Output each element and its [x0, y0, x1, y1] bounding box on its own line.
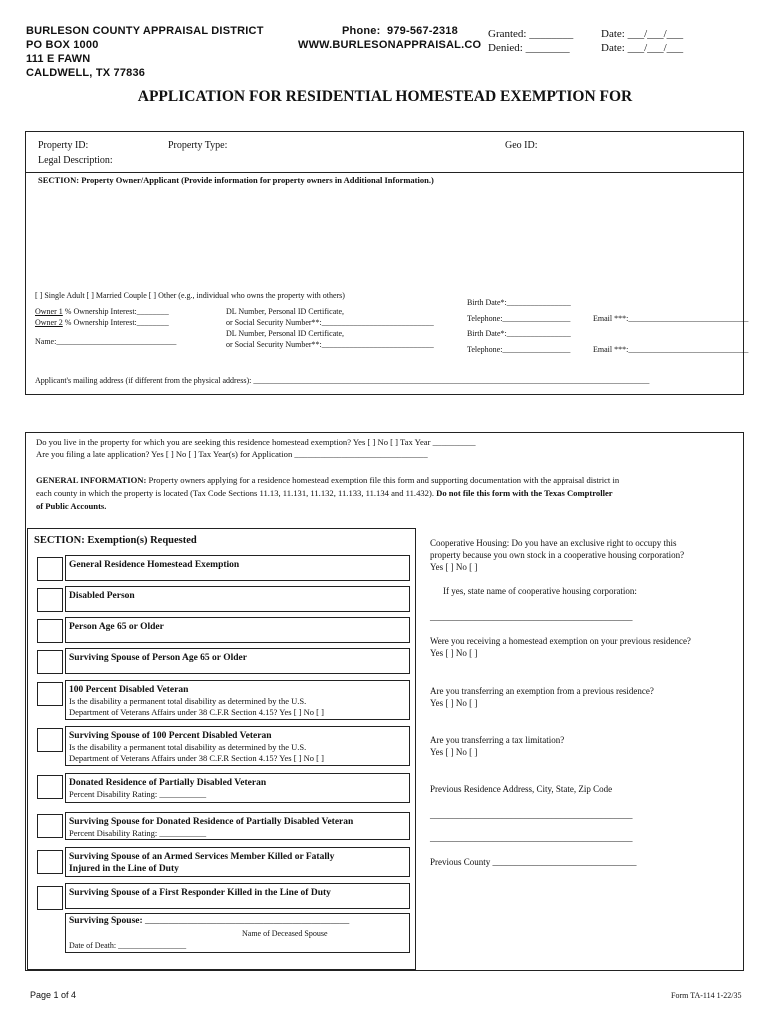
option-title: Disabled Person	[69, 591, 135, 601]
surviving-spouse-row	[69, 916, 349, 926]
dl2-label-a: DL Number, Personal ID Certificate,	[226, 329, 345, 338]
geo-id-label: Geo ID:	[505, 140, 538, 151]
option-subtext: Department of Veterans Affairs under 38 C.F.R Section 4.15? Yes [ ] No [ ]	[69, 707, 324, 717]
tax-limitation-text: Are you transferring a tax limitation?	[430, 735, 565, 745]
checkbox-armed-services-spouse[interactable]	[37, 850, 63, 874]
tax-limitation-yes-no[interactable]: Yes [ ] No [ ]	[430, 747, 478, 757]
option-general-homestead	[65, 555, 410, 581]
legal-description-label: Legal Description:	[38, 155, 113, 166]
option-spouse-donated-residence	[65, 812, 410, 840]
transfer-exemption-text: Are you transferring an exemption from a previous residence?	[430, 686, 654, 696]
general-info-text-1: Property owners applying for a residence homestead exemption file this form and supporting documentation with the appraisal district in	[146, 475, 620, 485]
coop-name-line[interactable]: _____________________________________________	[430, 612, 633, 622]
option-surviving-spouse-65	[65, 648, 410, 674]
option-title: Surviving Spouse for Donated Residence of Partially Disabled Veteran	[69, 817, 354, 827]
dl1-label-a: DL Number, Personal ID Certificate,	[226, 307, 345, 316]
name-field: Name:______________________________	[35, 337, 177, 346]
telephone-1: Telephone:_________________	[467, 314, 571, 323]
previous-exemption-yes-no[interactable]: Yes [ ] No [ ]	[430, 648, 478, 658]
birth-date-1: Birth Date*:________________	[467, 298, 571, 307]
option-subtext: Is the disability a permanent total disability as determined by the U.S.	[69, 742, 307, 752]
form-number: Form TA-114 1-22/35	[671, 991, 742, 1000]
owner2-row	[35, 318, 169, 327]
option-title: General Residence Homestead Exemption	[69, 560, 240, 570]
option-title: Donated Residence of Partially Disabled Veteran	[69, 778, 267, 788]
general-info-label: GENERAL INFORMATION:	[36, 475, 147, 485]
denied-field: Denied: ________	[488, 42, 570, 54]
owner1-interest: % Ownership Interest:________	[62, 307, 169, 316]
email-2: Email ***:______________________________	[593, 345, 749, 354]
coop-line-1: Cooperative Housing: Do you have an exclusive right to occupy this	[430, 538, 677, 548]
property-type-label: Property Type:	[168, 140, 228, 151]
option-subtext: Percent Disability Rating: ___________	[69, 789, 207, 799]
owner2-label: Owner 2	[35, 318, 63, 327]
owner-section-heading: SECTION: Property Owner/Applicant (Provide information for property owners in Additional Information.)	[38, 175, 434, 185]
coop-name-prompt: If yes, state name of cooperative housing corporation:	[443, 586, 637, 596]
late-application-question: Are you filing a late application? Yes [ ] No [ ] Tax Year(s) for Application _______________________________	[36, 449, 428, 459]
owner1-label: Owner 1	[35, 307, 63, 316]
page-number: Page 1 of 4	[30, 990, 77, 1000]
checkbox-spouse-100-disabled-veteran[interactable]	[37, 728, 63, 752]
option-donated-residence	[65, 773, 410, 803]
previous-address-line-1[interactable]: _____________________________________________	[430, 810, 633, 820]
po-box: PO BOX 1000	[26, 39, 99, 51]
checkbox-100-disabled-veteran[interactable]	[37, 682, 63, 706]
general-info-bold-3: of Public Accounts.	[36, 501, 107, 511]
marital-status-options: [ ] Single Adult [ ] Married Couple [ ] Other (e.g., individual who owns the property with others)	[35, 291, 345, 300]
phone-line	[342, 25, 458, 38]
surviving-spouse-line: ___________________________________________	[142, 916, 350, 926]
property-id-label: Property ID:	[38, 140, 89, 151]
transfer-exemption-question	[430, 685, 654, 709]
previous-exemption-text: Were you receiving a homestead exemption on your previous residence?	[430, 636, 691, 646]
checkbox-age-65[interactable]	[37, 619, 63, 643]
previous-county-field[interactable]: Previous County ________________________________	[430, 857, 637, 867]
general-information	[36, 474, 619, 513]
dl2-label-b: or Social Security Number**:____________________________	[226, 340, 434, 349]
option-subtext: Department of Veterans Affairs under 38 C.F.R Section 4.15? Yes [ ] No [ ]	[69, 753, 324, 763]
previous-exemption-question	[430, 635, 691, 659]
telephone-2: Telephone:_________________	[467, 345, 571, 354]
deceased-spouse-caption: Name of Deceased Spouse	[242, 929, 328, 938]
owner-section-box	[25, 131, 744, 395]
option-title: Surviving Spouse of a First Responder Killed in the Line of Duty	[69, 888, 331, 898]
org-name: BURLESON COUNTY APPRAISAL DISTRICT	[26, 25, 264, 37]
granted-field: Granted: ________	[488, 28, 574, 40]
checkbox-general-homestead[interactable]	[37, 557, 63, 581]
dl1-label-b: or Social Security Number**:____________________________	[226, 318, 434, 327]
checkbox-spouse-donated-residence[interactable]	[37, 814, 63, 838]
owner2-interest: % Ownership Interest:________	[62, 318, 169, 327]
mailing-address: Applicant's mailing address (if different from the physical address): ___________________________________________________________________________________________________	[35, 376, 650, 385]
cooperative-housing-question	[430, 537, 684, 573]
coop-yes-no[interactable]: Yes [ ] No [ ]	[430, 562, 478, 572]
option-title: Surviving Spouse of Person Age 65 or Older	[69, 653, 247, 663]
phone-number: 979-567-2318	[387, 25, 458, 37]
email-1: Email ***:______________________________	[593, 314, 749, 323]
page-title: APPLICATION FOR RESIDENTIAL HOMESTEAD EXEMPTION FOR	[137, 88, 633, 105]
option-subtext: Is the disability a permanent total disability as determined by the U.S.	[69, 696, 307, 706]
option-subtext: Percent Disability Rating: ___________	[69, 828, 207, 838]
option-title: 100 Percent Disabled Veteran	[69, 685, 189, 695]
coop-line-2: property because you own stock in a cooperative housing corporation?	[430, 550, 685, 560]
transfer-exemption-yes-no[interactable]: Yes [ ] No [ ]	[430, 698, 478, 708]
general-info-bold-2: Do not file this form with the Texas Comptroller	[436, 488, 613, 498]
tax-limitation-question	[430, 734, 564, 758]
option-title-line-2: Injured in the Line of Duty	[69, 864, 179, 874]
surviving-spouse-label: Surviving Spouse:	[69, 916, 143, 926]
checkbox-donated-residence[interactable]	[37, 775, 63, 799]
checkbox-surviving-spouse-65[interactable]	[37, 650, 63, 674]
option-100-disabled-veteran	[65, 680, 410, 720]
checkbox-first-responder-spouse[interactable]	[37, 886, 63, 910]
option-first-responder-spouse	[65, 883, 410, 909]
option-spouse-100-disabled-veteran	[65, 726, 410, 766]
date-of-death-field: Date of Death: _________________	[69, 941, 187, 950]
option-armed-services-spouse	[65, 847, 410, 877]
denied-date: Date: ___/___/___	[601, 42, 684, 54]
phone-label: Phone:	[342, 25, 381, 37]
option-title: Person Age 65 or Older	[69, 622, 164, 632]
option-age-65	[65, 617, 410, 643]
granted-date: Date: ___/___/___	[601, 28, 684, 40]
live-in-property-question: Do you live in the property for which you are seeking this residence homestead exemption? Yes [ ] No [ ] Tax Year __________	[36, 437, 476, 447]
city-address: CALDWELL, TX 77836	[26, 67, 146, 79]
checkbox-disabled-person[interactable]	[37, 588, 63, 612]
option-title: Surviving Spouse of 100 Percent Disabled Veteran	[69, 731, 272, 741]
street-address: 111 E FAWN	[26, 53, 91, 65]
previous-address-label: Previous Residence Address, City, State, Zip Code	[430, 784, 613, 794]
owner1-row	[35, 307, 169, 316]
birth-date-2: Birth Date*:________________	[467, 329, 571, 338]
previous-address-line-2[interactable]: _____________________________________________	[430, 833, 633, 843]
general-info-text-2: each county in which the property is located (Tax Code Sections 11.13, 11.131, 11.132, 11.133, 11.134 and 11.432).	[36, 488, 437, 498]
website: WWW.BURLESONAPPRAISAL.CO	[298, 39, 482, 51]
owner-divider	[25, 172, 744, 173]
option-title: Surviving Spouse of an Armed Services Member Killed or Fatally	[69, 852, 335, 862]
exemptions-heading: SECTION: Exemption(s) Requested	[34, 535, 197, 546]
option-disabled-person	[65, 586, 410, 612]
